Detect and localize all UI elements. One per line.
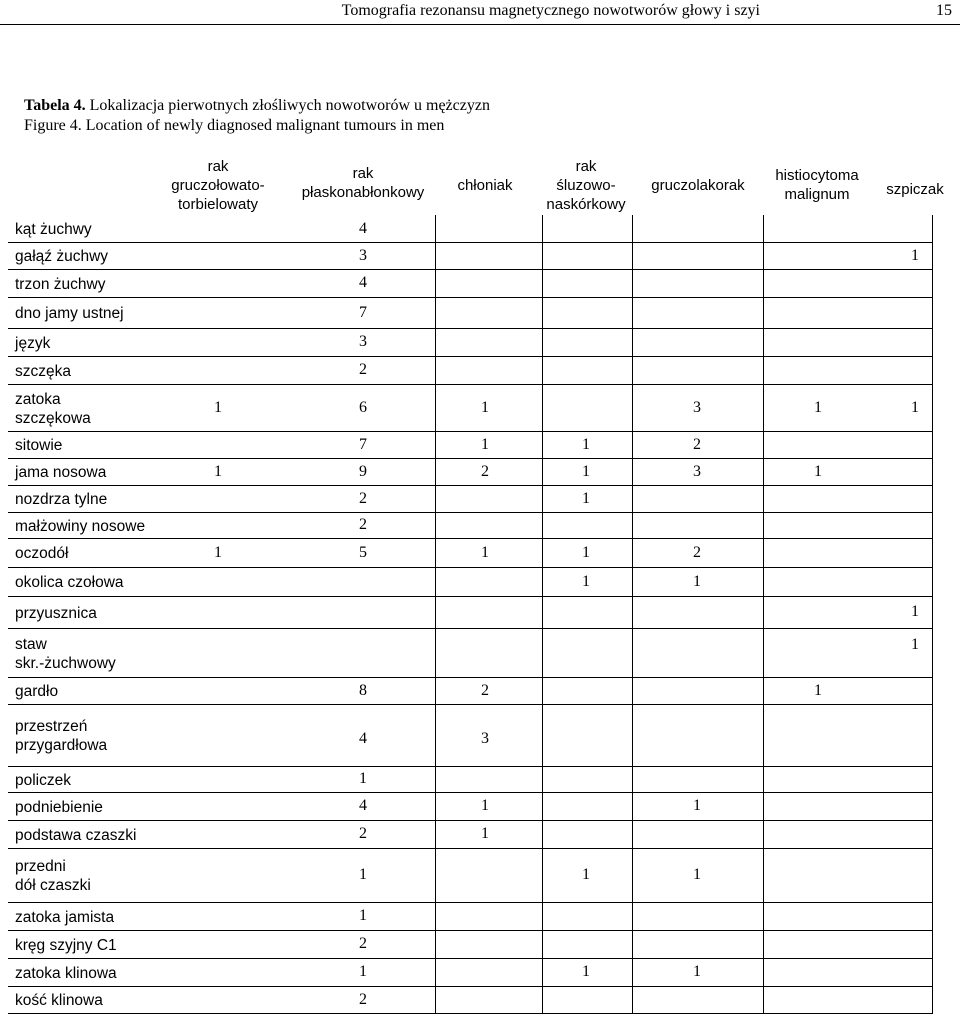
cell-szp: 1 [911, 635, 919, 653]
cell-rpl: 6 [359, 398, 367, 416]
cell-rpl: 1 [359, 963, 367, 980]
row-label [15, 220, 92, 239]
cell-chl: 1 [481, 543, 489, 561]
column-header-line: rak [575, 158, 597, 175]
table-row [8, 766, 932, 793]
cell-grc: 2 [693, 435, 701, 453]
column-header-line: torbielowaty [177, 196, 259, 213]
table-row [8, 512, 932, 539]
cell-chl: 1 [481, 398, 489, 416]
column-separator [435, 215, 436, 1014]
row-label-line: zatoka klinowa [15, 964, 117, 982]
column-header-line: szpiczak [886, 181, 944, 198]
row-label-line: kręg szyjny C1 [15, 936, 117, 954]
row-label-line: kość klinowa [15, 992, 103, 1009]
cell-rpl: 1 [359, 866, 367, 883]
cell-his: 1 [814, 681, 822, 699]
row-label-line: zatoka [15, 390, 61, 408]
page-number: 15 [936, 2, 952, 19]
cell-rpl: 1 [359, 907, 367, 924]
cell-rpl: 2 [359, 516, 367, 533]
row-label [15, 544, 68, 563]
row-label [15, 304, 124, 323]
row-label [15, 635, 116, 673]
row-label [15, 573, 124, 592]
row-label-line: język [15, 334, 51, 352]
table-row [8, 986, 932, 1014]
running-header-title: Tomografia rezonansu magnetycznego nowotworów głowy i szyi [341, 2, 760, 19]
column-header-line: gruczolakorak [651, 177, 745, 194]
cell-rsl: 1 [582, 435, 590, 453]
row-label-line: policzek [15, 771, 71, 789]
row-label [15, 275, 105, 294]
table-row [8, 848, 932, 903]
cell-rsl: 1 [582, 866, 590, 883]
row-label-line: jama nosowa [15, 464, 107, 481]
cell-grc: 1 [693, 572, 701, 590]
row-label [15, 991, 103, 1010]
cell-rsl: 1 [582, 489, 590, 507]
row-label [15, 908, 114, 927]
row-label [15, 682, 58, 701]
cell-rpl: 9 [359, 462, 367, 480]
row-label [15, 517, 145, 536]
caption-polish-text: Lokalizacja pierwotnych złośliwych nowotworów u mężczyzn [89, 97, 490, 114]
table-row [8, 538, 932, 568]
column-header-line: chłoniak [457, 177, 513, 194]
row-label-line: przygardłowa [15, 737, 108, 754]
cell-grc: 1 [693, 866, 701, 883]
table-row [8, 384, 932, 432]
cell-szp: 1 [911, 603, 919, 620]
column-header-line: śluzowo- [556, 177, 616, 194]
table-row [8, 297, 932, 329]
table-row [8, 958, 932, 987]
table-row [8, 431, 932, 459]
row-label-line: skr.-żuchwowy [15, 654, 116, 672]
cell-szp: 1 [911, 246, 919, 264]
cell-grc: 2 [693, 543, 701, 561]
row-label-line: przyusznica [15, 604, 97, 622]
cell-rpl: 2 [359, 935, 367, 952]
row-label-line: oczodół [15, 545, 69, 562]
column-header-rgt [150, 157, 286, 214]
row-label [15, 717, 107, 755]
column-separator [542, 215, 543, 1014]
cell-rsl: 1 [582, 963, 590, 980]
cell-chl: 1 [481, 435, 489, 453]
cell-rpl: 5 [359, 543, 367, 561]
column-header-line: naskórkowy [546, 196, 626, 213]
cell-grc: 1 [693, 963, 701, 980]
cell-rsl: 1 [582, 543, 590, 561]
column-header-line: gruczołowato- [171, 177, 265, 194]
column-separator [763, 215, 764, 1014]
cell-rpl: 7 [359, 435, 367, 453]
row-label [15, 362, 71, 381]
cell-rpl: 2 [359, 990, 367, 1008]
row-label [15, 490, 107, 509]
row-label-line: szczękowa [15, 409, 91, 427]
row-label [15, 247, 108, 266]
cell-grc: 3 [693, 398, 701, 416]
cell-rsl: 1 [582, 572, 590, 590]
table-right-border [932, 215, 933, 1014]
cell-chl: 2 [481, 681, 489, 699]
cell-rpl: 2 [359, 489, 367, 507]
table-row [8, 356, 932, 385]
row-label [15, 463, 106, 482]
cell-rgt: 1 [214, 462, 222, 480]
column-header-grc [636, 176, 760, 195]
row-label-line: podstawa czaszki [15, 826, 137, 844]
row-label-line: gardło [15, 683, 59, 700]
row-label-line: dno jamy ustnej [15, 305, 124, 322]
cell-grc: 3 [693, 462, 701, 480]
cell-chl: 1 [481, 797, 489, 814]
column-header-line: rak [352, 165, 374, 182]
table-row [8, 215, 932, 243]
row-label-line: trzon żuchwy [15, 275, 106, 293]
row-label [15, 826, 136, 845]
table-row [8, 902, 932, 931]
table-row [8, 567, 932, 597]
cell-rpl: 4 [359, 797, 367, 814]
cell-rpl: 4 [359, 730, 367, 747]
cell-chl: 2 [481, 462, 489, 480]
column-header-line: histiocytoma [775, 167, 859, 184]
cell-rpl: 4 [359, 274, 367, 291]
running-header [0, 0, 960, 25]
table-row [8, 485, 932, 513]
row-label [15, 936, 117, 955]
row-label-line: dół czaszki [15, 877, 91, 894]
column-header-rsl [527, 157, 645, 214]
table-caption-polish [24, 96, 490, 116]
table-row [8, 269, 932, 298]
row-label [15, 857, 91, 895]
column-header-szp [872, 180, 958, 199]
cell-chl: 1 [481, 825, 489, 842]
cell-his: 1 [814, 462, 822, 480]
column-header-line: rak [207, 158, 229, 175]
cell-rpl: 2 [359, 361, 367, 378]
table-row [8, 704, 932, 767]
row-label-line: podniebienie [15, 798, 103, 816]
row-label [15, 436, 62, 455]
cell-rpl: 3 [359, 333, 367, 350]
row-label-line: szczęka [15, 362, 71, 380]
row-label-line: gałąź żuchwy [15, 248, 109, 265]
table-row [8, 677, 932, 705]
column-header-line: malignum [784, 186, 850, 203]
cell-grc: 1 [693, 797, 701, 814]
table-row [8, 930, 932, 959]
cell-rpl: 8 [359, 681, 367, 699]
row-label-line: sitowie [15, 437, 63, 454]
table-row [8, 242, 932, 270]
cell-chl: 3 [481, 730, 489, 747]
row-label-line: kąt żuchwy [15, 221, 92, 238]
cell-rpl: 1 [359, 770, 367, 787]
row-label-line: małżowiny nosowe [15, 517, 146, 535]
table-row [8, 792, 932, 821]
row-label-line: nozdrza tylne [15, 491, 108, 508]
row-label [15, 604, 97, 623]
row-label [15, 390, 91, 428]
table-row [8, 596, 932, 629]
row-label [15, 798, 103, 817]
column-header-line: płaskonabłonkowy [301, 184, 425, 201]
row-label [15, 771, 71, 790]
row-label-line: zatoka jamista [15, 908, 115, 926]
column-separator [632, 215, 633, 1014]
row-label [15, 334, 50, 353]
row-label-line: przestrzeń [15, 718, 88, 735]
table-row [8, 628, 932, 678]
table-row [8, 458, 932, 486]
table-label: Tabela 4. [24, 97, 86, 114]
table-row [8, 328, 932, 357]
column-header-chl [440, 176, 530, 195]
table-caption-english: Figure 4. Location of newly diagnosed malignant tumours in men [24, 117, 445, 134]
cell-rsl: 1 [582, 462, 590, 480]
row-label [15, 964, 117, 983]
table-row [8, 820, 932, 849]
cell-rpl: 4 [359, 219, 367, 237]
cell-rgt: 1 [214, 543, 222, 561]
column-header-his [760, 166, 874, 204]
cell-rpl: 3 [359, 246, 367, 264]
column-header-rpl [283, 164, 443, 202]
cell-rpl: 7 [359, 303, 367, 321]
row-label-line: okolica czołowa [15, 574, 124, 591]
cell-rpl: 2 [359, 825, 367, 842]
row-label-line: staw [15, 635, 47, 653]
cell-szp: 1 [911, 398, 919, 416]
row-label-line: przedni [15, 858, 66, 875]
cell-rgt: 1 [214, 398, 222, 416]
cell-his: 1 [814, 398, 822, 416]
